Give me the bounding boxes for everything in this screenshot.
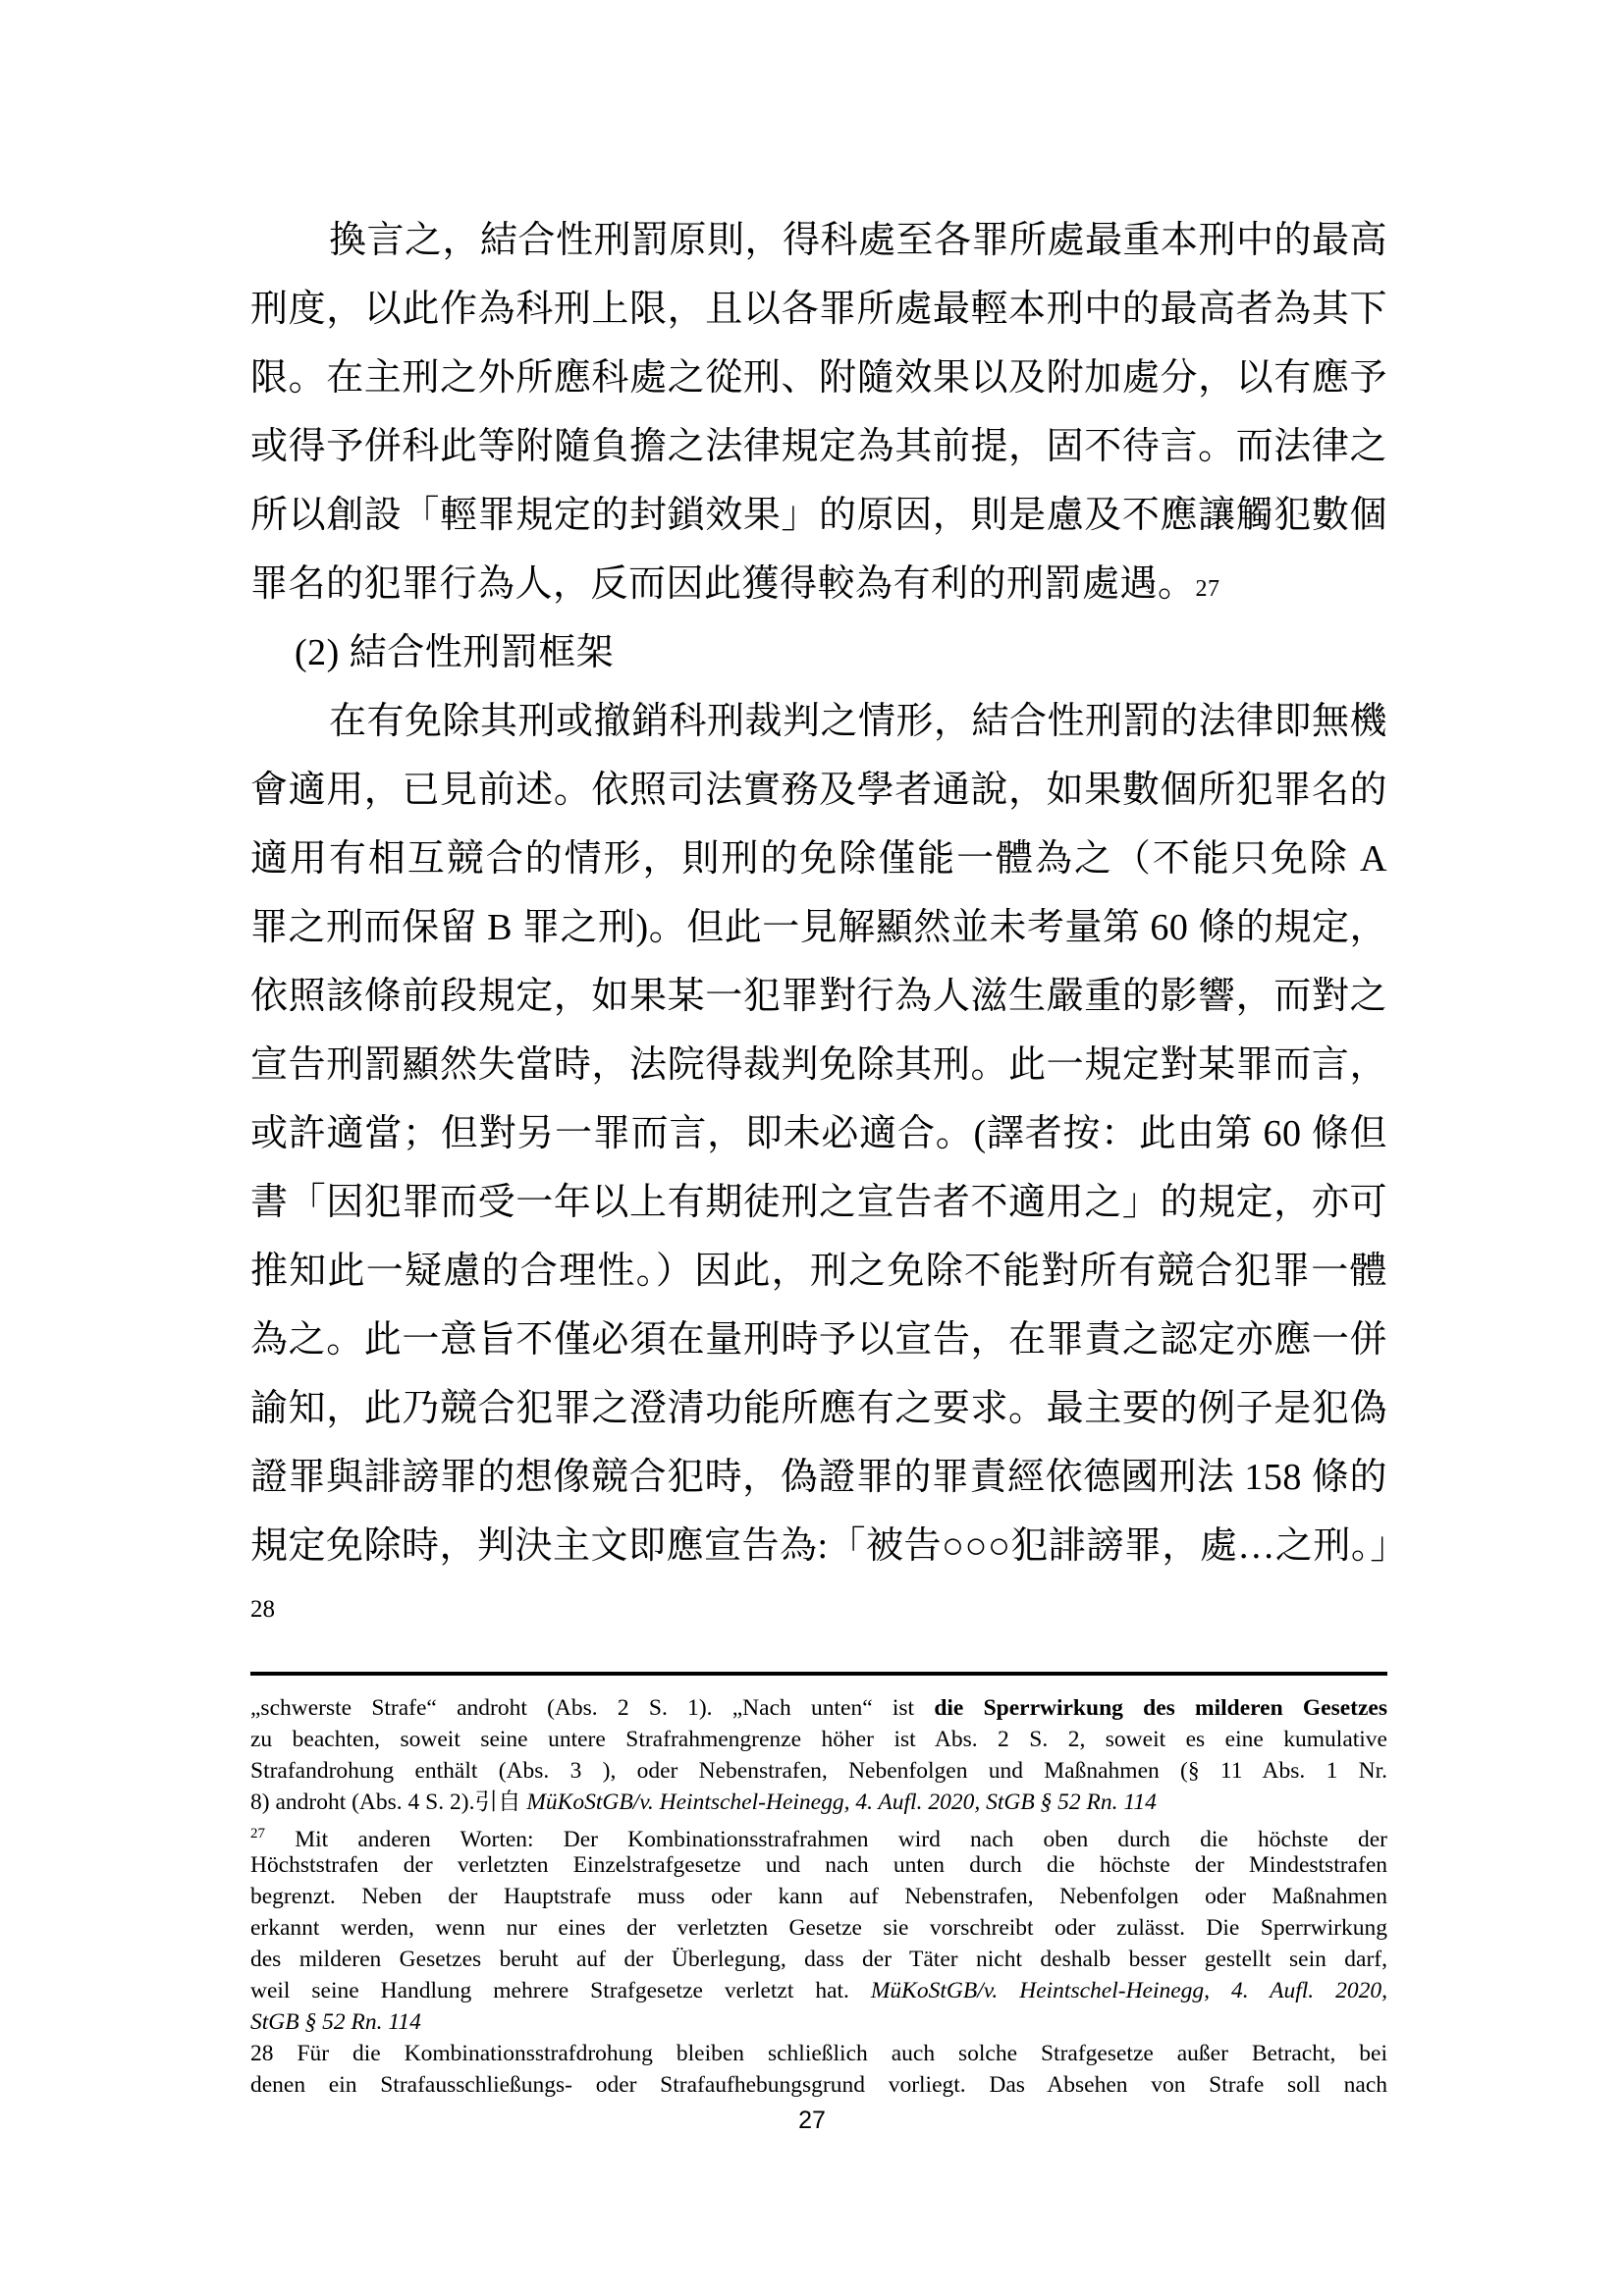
body-line	[250, 905, 1387, 950]
footnote-line	[250, 1913, 1387, 1943]
footnote-text: Strafandrohung enthält (Abs. 3 ), oder Nebenstrafen, Nebenfolgen und Maßnahmen (§ 11 Abs. 1 Nr.	[250, 1758, 1387, 1784]
body-line-text: (2) 結合性刑罰框架	[295, 632, 615, 673]
footnote-separator	[250, 1672, 1387, 1676]
body-line	[329, 699, 1387, 744]
body-line	[250, 355, 1387, 400]
footnote-line	[250, 1725, 1387, 1754]
body-line-text: 書「因犯罪而受一年以上有期徒刑之宣告者不適用之」的規定，亦可	[250, 1182, 1387, 1223]
body-line-text: 依照該條前段規定，如果某一犯罪對行為人滋生嚴重的影響，而對之	[250, 976, 1387, 1017]
page-number: 27	[798, 2107, 826, 2134]
body-line-text: 或得予併科此等附隨負擔之法律規定為其前提，固不待言。而法律之	[250, 426, 1387, 467]
footnote-line	[250, 1693, 1387, 1723]
body-line-text: 宣告刑罰顯然失當時，法院得裁判免除其刑。此一規定對某罪而言，	[250, 1044, 1387, 1086]
footnote-line	[250, 2007, 1387, 2037]
body-line	[329, 218, 1387, 263]
body-line	[250, 974, 1387, 1019]
body-line	[250, 1111, 1387, 1156]
body-line-text: 所以創設「輕罪規定的封鎖效果」的原因，則是慮及不應讓觸犯數個	[250, 495, 1387, 536]
footnote-line	[250, 1819, 1387, 1852]
footnote-reference[interactable]: 27	[1195, 576, 1220, 602]
footnote-text: 28 Für die Kombinationsstrafdrohung bleiben schließlich auch solche Strafgesetze außer Betracht, bei	[250, 2041, 1387, 2066]
footnote-number: 27	[250, 1826, 265, 1842]
footnote-line	[250, 1882, 1387, 1911]
footnote-text: MüKoStGB/v. Heintschel-Heinegg, 4. Aufl. 2020, StGB § 52 Rn. 114	[526, 1789, 1157, 1815]
body-line-text: 或許適當；但對另一罪而言，即未必適合。(譯者按：此由第 60 條但	[250, 1113, 1387, 1154]
footnote-text: MüKoStGB/v. Heintschel-Heinegg, 4. Aufl. 2020,	[870, 1978, 1387, 2003]
body-line-text: 罪之刑而保留 B 罪之刑)。但此一見解顯然並未考量第 60 條的規定，	[250, 907, 1387, 948]
footnote-text: Höchststrafen der verletzten Einzelstrafgesetze und nach unten durch die höchste der Mindeststrafen	[250, 1852, 1387, 1878]
footnote-text: StGB § 52 Rn. 114	[250, 2009, 421, 2035]
body-line-text: 限。在主刑之外所應科處之從刑、附隨效果以及附加處分，以有應予	[250, 357, 1387, 399]
section-heading	[295, 630, 614, 675]
body-line-text: 刑度，以此作為科刑上限，且以各罪所處最輕本刑中的最高者為其下	[250, 289, 1387, 330]
body-line	[250, 1180, 1387, 1225]
footnote-text: die Sperrwirkung des milderen Gesetzes	[934, 1695, 1387, 1721]
body-line-text: 規定免除時，判決主文即應宣告為:「被告○○○犯誹謗罪，處…之刑。」	[250, 1525, 1408, 1567]
footnote-line	[250, 1976, 1387, 2005]
body-line	[250, 836, 1387, 881]
footnote-line	[250, 1850, 1387, 1880]
footnote-text: denen ein Strafausschließungs- oder Strafaufhebungsgrund vorliegt. Das Absehen von Strafe soll nach	[250, 2072, 1387, 2098]
footnote-text: weil seine Handlung mehrere Strafgesetze verletzt hat.	[250, 1978, 871, 2003]
body-line-text: 為之。此一意旨不僅必須在量刑時予以宣告，在罪責之認定亦應一併	[250, 1319, 1387, 1361]
body-line	[250, 287, 1387, 332]
footnote-text: zu beachten, soweit seine untere Strafrahmengrenze höher ist Abs. 2 S. 2, soweit es eine kumulative	[250, 1727, 1387, 1752]
footnote-text: 8) androht (Abs. 4 S. 2).引自	[250, 1789, 527, 1815]
body-line-text: 適用有相互競合的情形，則刑的免除僅能一體為之（不能只免除 A	[250, 838, 1387, 880]
body-line-text: 罪名的犯罪行為人，反而因此獲得較為有利的刑罰處遇。	[250, 563, 1196, 605]
footnote-line	[250, 2039, 1387, 2068]
body-line-text: 證罪與誹謗罪的想像競合犯時，偽證罪的罪責經依德國刑法 158 條的	[250, 1457, 1387, 1498]
body-line	[250, 1042, 1387, 1088]
body-line-text: 諭知，此乃競合犯罪之澄清功能所應有之要求。最主要的例子是犯偽	[250, 1388, 1387, 1429]
body-line-text: 推知此一疑慮的合理性。）因此，刑之免除不能對所有競合犯罪一體	[250, 1251, 1387, 1292]
body-line-text: 換言之，結合性刑罰原則，得科處至各罪所處最重本刑中的最高	[329, 220, 1388, 261]
body-line	[250, 768, 1387, 813]
body-line	[250, 1455, 1387, 1500]
footnote-line	[250, 1756, 1387, 1786]
body-line	[250, 1317, 1387, 1362]
body-line	[250, 1523, 1408, 1569]
body-line-text: 在有免除其刑或撤銷科刑裁判之情形，結合性刑罰的法律即無機	[329, 701, 1388, 742]
body-line	[250, 1386, 1387, 1431]
footnote-line	[250, 1788, 1387, 1817]
body-line	[250, 424, 1387, 469]
body-line	[250, 561, 1387, 607]
footnote-text: Mit anderen Worten: Der Kombinationsstrafrahmen wird nach oben durch die höchste der	[265, 1826, 1387, 1852]
body-line	[250, 493, 1387, 538]
body-line	[250, 1249, 1387, 1294]
footnote-marker-28: 28	[250, 1596, 275, 1623]
footnote-text: „schwerste Strafe“ androht (Abs. 2 S. 1). „Nach unten“ ist	[250, 1695, 935, 1721]
footnote-line	[250, 2070, 1387, 2100]
footnote-text: erkannt werden, wenn nur eines der verletzten Gesetze sie vorschreibt oder zulässt. Die Sperrwirkung	[250, 1915, 1387, 1941]
footnote-text: des milderen Gesetzes beruht auf der Überlegung, dass der Täter nicht deshalb besser gestellt sein darf,	[250, 1947, 1387, 1972]
body-line-text: 會適用，已見前述。依照司法實務及學者通說，如果數個所犯罪名的	[250, 770, 1387, 811]
footnote-line	[250, 1945, 1387, 1974]
footnote-text: begrenzt. Neben der Hauptstrafe muss oder kann auf Nebenstrafen, Nebenfolgen oder Maßnahmen	[250, 1884, 1387, 1909]
